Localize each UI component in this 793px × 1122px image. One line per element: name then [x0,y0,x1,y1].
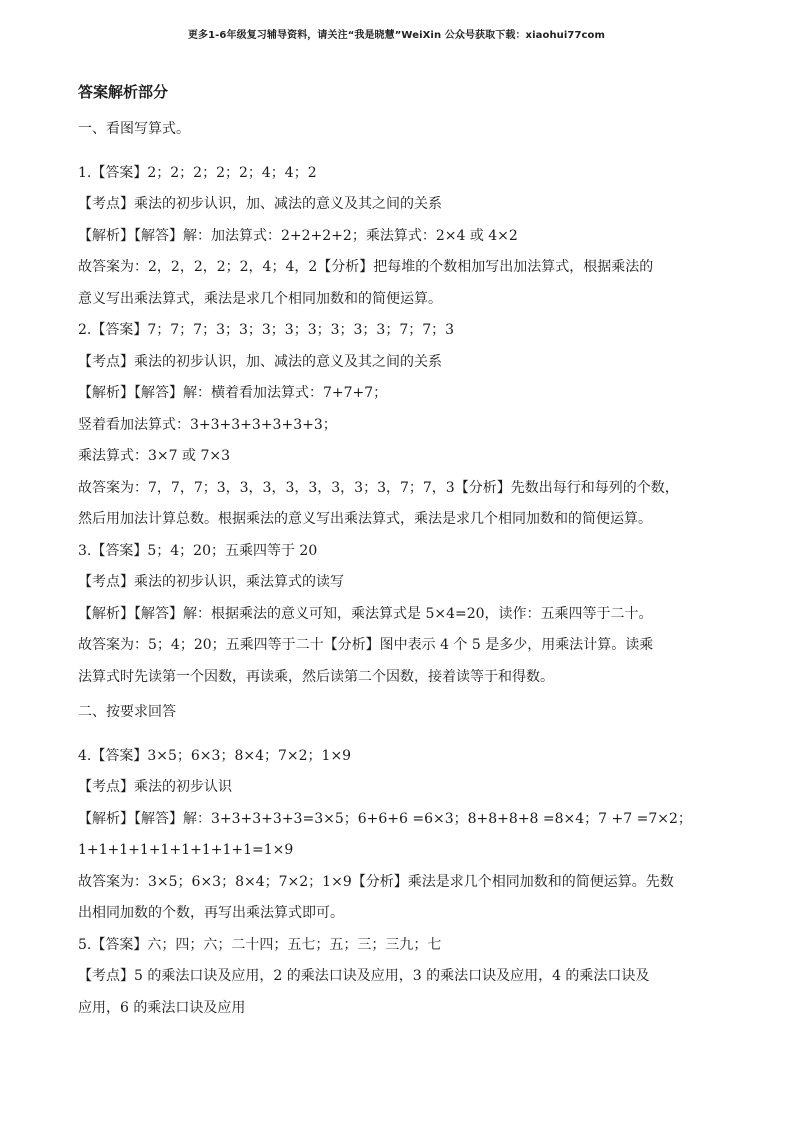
text-line: 【考点】乘法的初步认识 [78,779,232,795]
text-line: 故答案为：3×5；6×3；8×4；7×2；1×9【分析】乘法是求几个相同加数和的简便运算。先数 [78,873,674,890]
text-line: 1+1+1+1+1+1+1+1+1=1×9 [78,842,294,858]
text-line: 【解析】【解答】解：横着看加法算式：7+7+7； [78,385,388,401]
text-line: 【解析】【解答】解：加法算式：2+2+2+2；乘法算式：2×4 或 4×2 [78,227,518,244]
text-line: 应用，6 的乘法口诀及应用 [78,999,246,1016]
answer-content [78,76,718,1024]
text-line: 【解析】【解答】解：3+3+3+3+3=3×5；6+6+6 =6×3；8+8+8+8 =8×4；7 +7 =7×2； [78,810,692,827]
text-line: 5.【答案】六；四；六；二十四；五七；五；三；三九；七 [78,936,442,953]
page-header: 更多1-6年级复习辅导资料，请关注“我是晓慧”WeiXin 公众号获取下载：xiaohui77com [187,30,606,41]
text-line: 意义写出乘法算式，乘法是求几个相同加数和的简便运算。 [78,290,442,307]
text-line: 【考点】乘法的初步认识，加、减法的意义及其之间的关系 [78,353,442,370]
text-line: 然后用加法计算总数。根据乘法的意义写出乘法算式，乘法是求几个相同加数和的简便运算。 [78,511,652,527]
document-title: 答案解析部分 [78,83,169,101]
section-heading-1: 一、看图写算式。 [78,121,190,137]
text-line: 3.【答案】5；4；20；五乘四等于 20 [78,542,318,559]
text-line: 【考点】5 的乘法口诀及应用，2 的乘法口诀及应用，3 的乘法口诀及应用，4 的乘法口诀及 [78,968,650,984]
text-line: 故答案为：7，7，7；3，3，3，3，3，3，3；3，7；7，3【分析】先数出每行和每列的个数， [78,479,679,496]
text-line: 1.【答案】2；2；2；2；2；4；4；2 [78,164,317,181]
text-line: 乘法算式：3×7 或 7×3 [78,448,230,464]
text-line: 2.【答案】7；7；7；3；3；3；3；3；3；3；3；7；7；3 [78,322,455,338]
section-heading-2: 二、按要求回答 [78,704,176,720]
text-line: 故答案为：5；4；20；五乘四等于二十【分析】图中表示 4 个 5 是多少，用乘法计算。读乘 [78,637,654,653]
text-line: 【考点】乘法的初步认识，加、减法的意义及其之间的关系 [78,196,442,212]
text-line: 出相同加数的个数，再写出乘法算式即可。 [78,905,344,921]
text-line: 竖着看加法算式：3+3+3+3+3+3+3； [78,416,337,433]
text-line: 故答案为：2，2，2，2；2，4；4，2【分析】把每堆的个数相加写出加法算式，根据乘法的 [78,259,654,275]
text-line: 法算式时先读第一个因数，再读乘，然后读第二个因数，接着读等于和得数。 [78,668,554,685]
text-line: 【解析】【解答】解：根据乘法的意义可知，乘法算式是 5×4=20，读作：五乘四等于二十。 [78,605,653,622]
text-line: 【考点】乘法的初步认识，乘法算式的读写 [78,574,344,590]
text-line: 4.【答案】3×5；6×3；8×4；7×2；1×9 [78,747,352,764]
